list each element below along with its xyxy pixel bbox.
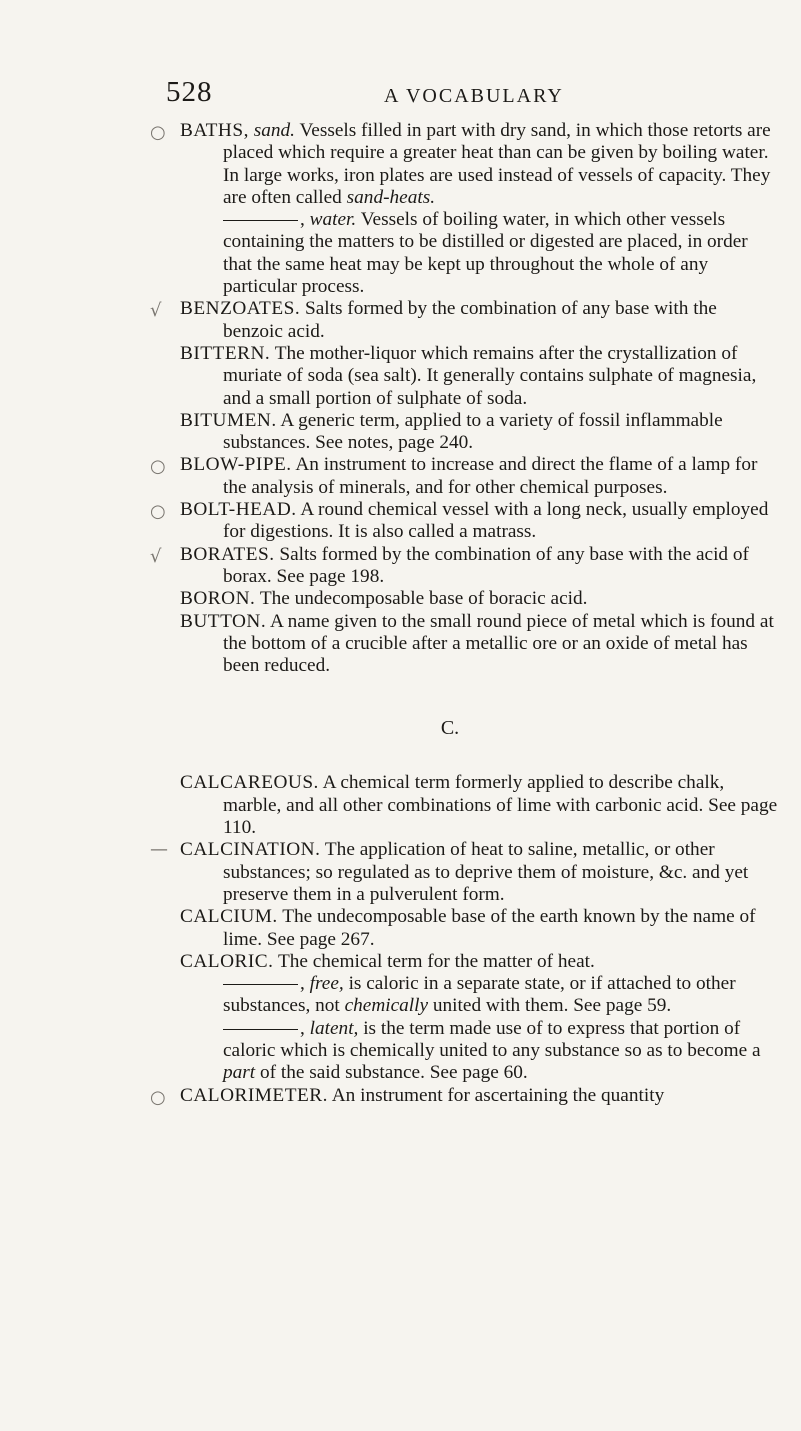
entry-definition: is the term made use of to express that portion of caloric which is chemically united to any substance so as to become a (223, 1017, 761, 1061)
entry-italic-term: part (223, 1062, 256, 1084)
ditto-dash (223, 984, 298, 985)
entry-headword: BOLT-HEAD. (180, 499, 297, 521)
entry-headword: CALCIUM. (180, 906, 278, 928)
entry-headword: BITUMEN. (180, 409, 277, 431)
entry-bittern (180, 343, 780, 410)
entry-definition-cont: of the said substance. See page 60. (255, 1062, 528, 1084)
entry-definition: The mother-liquor which remains after the crystallization of muriate of soda (sea salt). It generally contains sulphate of magnesia, and a small portion of sulphate of soda. (223, 342, 757, 409)
entry-blow-pipe (150, 454, 780, 499)
entry-calcination (150, 839, 780, 906)
entry-subhead: latent, (309, 1017, 359, 1039)
entry-definition: is caloric in a separate state, or if attached to other substances, not (223, 973, 736, 1017)
running-title: A VOCABULARY (384, 85, 564, 107)
entry-headword: BLOW-PIPE. (180, 454, 292, 476)
entry-italic-term: chemically (344, 995, 429, 1017)
entry-headword: BENZOATES. (180, 298, 301, 320)
entry-borates (150, 543, 780, 589)
entry-definition: Salts formed by the combination of any base with the acid of borax. See page 198. (223, 543, 749, 587)
entry-headword: CALORIMETER. (180, 1084, 328, 1106)
entry-boron (180, 588, 780, 610)
margin-circle-mark: ○ (150, 122, 166, 143)
entry-baths-water: , water. Vessels of boiling water, in which other vessels containing the matters to be distilled or digested are placed, in order that the same heat may be kept up throughout the whole of any particular process. (223, 209, 748, 298)
entry-headword: BUTTON. (180, 610, 267, 632)
entry-definition: The application of heat to saline, metallic, or other substances; so regulated as to deprive them of moisture, &c. and yet preserve them in a pulverulent form. (223, 839, 749, 905)
entry-definition: A chemical term formerly applied to describe chalk, marble, and all other combinations of lime with carbonic acid. See page 110. (223, 772, 778, 839)
entry-calorimeter (150, 1084, 780, 1108)
entry-definition: Vessels of boiling water, in which other vessels containing the matters to be distilled or digested are placed, in order that the same heat may be kept up throughout the whole of any particular process. (223, 209, 748, 298)
entry-definition: A name given to the small round piece of metal which is found at the bottom of a crucible after a metallic ore or an oxide of metal has been reduced. (223, 610, 774, 677)
margin-circle-mark: ○ (150, 1086, 166, 1108)
entry-definition: A generic term, applied to a variety of fossil inflammable substances. See notes, page 240. (223, 409, 723, 454)
entry-definition: An instrument for ascertaining the quantity (331, 1084, 665, 1106)
margin-circle-mark: ○ (150, 501, 166, 523)
entry-headword: CALCINATION. (180, 839, 321, 861)
entry-caloric (180, 951, 780, 973)
entry-benzoates (150, 298, 780, 343)
entry-definition: The chemical term for the matter of heat. (277, 950, 595, 972)
entry-definition: A round chemical vessel with a long neck, usually employed for digestions. It is also called a matrass. (223, 499, 769, 543)
section-letter-heading: C. (440, 717, 460, 740)
entry-calcium (180, 906, 780, 951)
entry-caloric-free: , free, is caloric in a separate state, or if attached to other substances, not chemically united with them. See page 59. (223, 973, 736, 1017)
margin-check-mark: √ (150, 545, 162, 567)
entry-definition-cont: united with them. See page 59. (428, 995, 672, 1017)
entry-headword: BITTERN. (180, 342, 271, 364)
margin-dash-mark: — (150, 839, 168, 861)
ditto-dash (223, 220, 298, 221)
entry-button (180, 611, 780, 678)
page-number: 528 (166, 76, 213, 108)
entry-headword: BATHS, (180, 120, 249, 141)
entry-headword: BORON. (180, 588, 256, 610)
entry-baths-sand (150, 120, 780, 209)
ditto-dash (223, 1029, 298, 1030)
margin-circle-mark: ○ (150, 456, 166, 478)
entry-definition: The undecomposable base of boracic acid. (259, 588, 588, 610)
entry-italic-term: sand-heats. (346, 186, 436, 208)
entry-subhead: water. (309, 209, 357, 231)
entry-definition: Vessels filled in part with dry sand, in which those retorts are placed which require a greater heat than can be given by boiling water. In large works, iron plates are used instead of vessels of capacity. They are often called (223, 120, 771, 208)
vocabulary-content (150, 120, 780, 1108)
entry-headword: CALCAREOUS. (180, 772, 319, 794)
entry-calcareous (180, 772, 780, 839)
entry-subhead: free, (309, 973, 344, 995)
entry-headword: BORATES. (180, 543, 275, 565)
entry-caloric-latent: , latent, is the term made use of to express that portion of caloric which is chemically united to any substance so as to become a part of the said substance. See page 60. (223, 1017, 761, 1084)
page-header (166, 76, 766, 116)
entry-bolt-head (150, 499, 780, 544)
entry-headword: CALORIC. (180, 950, 274, 972)
entry-definition: Salts formed by the combination of any base with the benzoic acid. (223, 298, 717, 342)
entry-definition: The undecomposable base of the earth known by the name of lime. See page 267. (223, 906, 756, 950)
entry-definition: An instrument to increase and direct the flame of a lamp for the analysis of minerals, and for other chemical purposes. (223, 454, 758, 498)
margin-check-mark: √ (150, 300, 162, 322)
entry-subhead: sand. (253, 120, 295, 141)
entry-bitumen (180, 410, 780, 455)
